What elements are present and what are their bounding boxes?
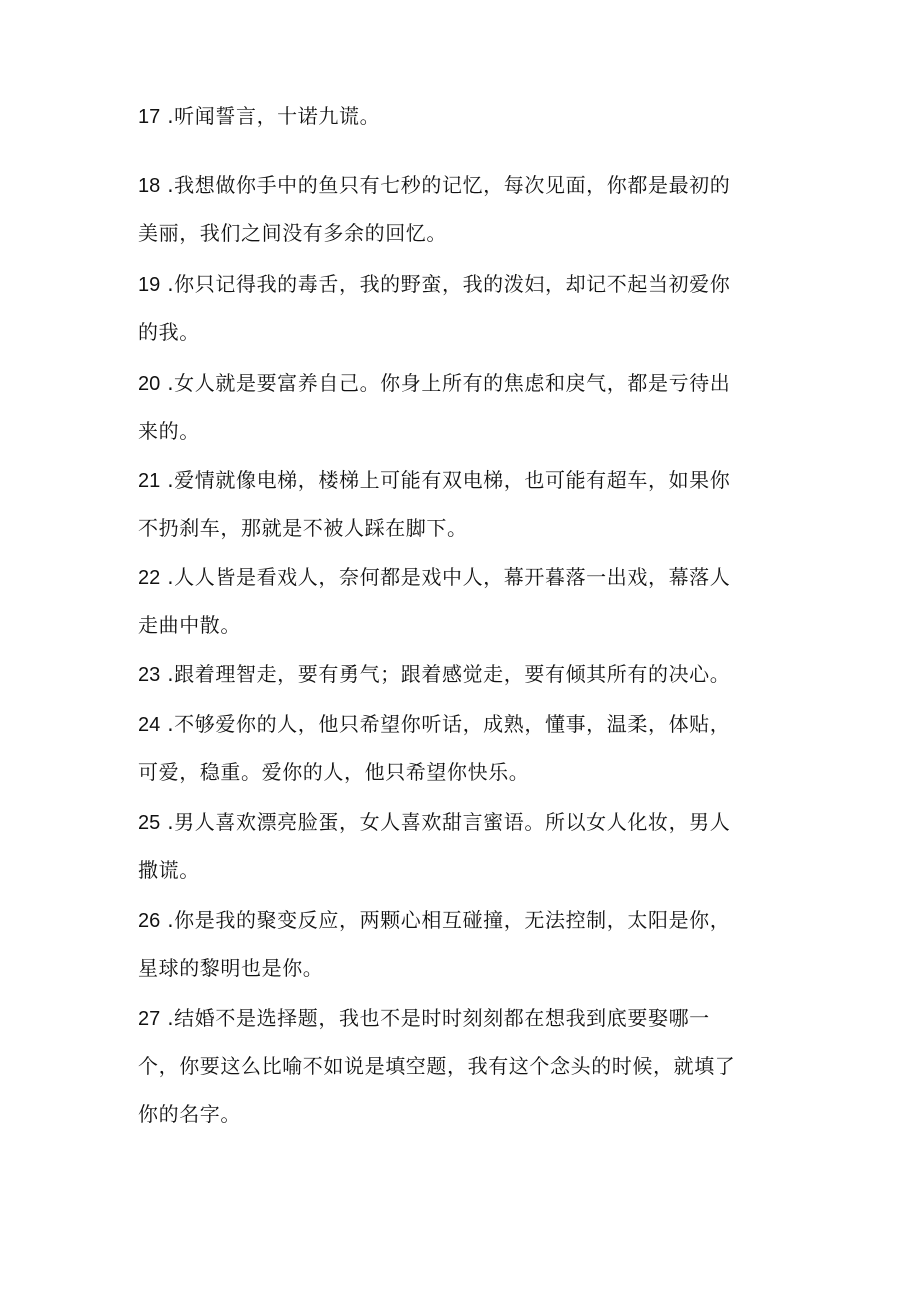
quote-line: 来的。 — [138, 419, 200, 443]
quote-line: 的我。 — [138, 320, 200, 344]
quote-line: 你的名字。 — [138, 1102, 241, 1126]
quote-text: 听闻誓言，十诺九谎。 — [174, 104, 381, 128]
quote-line — [138, 359, 778, 407]
quote-item-17 — [138, 92, 778, 140]
quote-line — [138, 994, 778, 1042]
quote-item-21 — [138, 456, 778, 552]
quote-text: 我想做你手中的鱼只有七秒的记忆，每次见面，你都是最初的 — [174, 173, 731, 197]
quote-line: 美丽，我们之间没有多余的回忆。 — [138, 221, 447, 245]
quote-separator: . — [160, 1006, 175, 1030]
quote-line — [138, 798, 778, 846]
quote-text: 你是我的聚变反应，两颗心相互碰撞，无法控制，太阳是你， — [174, 908, 731, 932]
quote-number: 17 — [138, 106, 161, 128]
quote-item-24 — [138, 700, 778, 796]
quote-line — [138, 260, 778, 308]
quote-separator: . — [160, 565, 175, 589]
quote-line — [138, 700, 778, 748]
quote-number: 25 — [138, 812, 161, 834]
quote-number: 23 — [138, 664, 161, 686]
quote-item-22 — [138, 553, 778, 649]
quote-item-18 — [138, 161, 778, 257]
quote-item-26 — [138, 896, 778, 992]
quote-separator: . — [160, 810, 175, 834]
quote-line — [138, 896, 778, 944]
quote-line: 不扔刹车，那就是不被人踩在脚下。 — [138, 516, 468, 540]
quote-line: 可爱，稳重。爱你的人，他只希望你快乐。 — [138, 760, 530, 784]
quote-separator: . — [160, 104, 175, 128]
quote-number: 21 — [138, 470, 161, 492]
quote-line: 走曲中散。 — [138, 613, 241, 637]
quote-number: 19 — [138, 274, 161, 296]
quote-text: 结婚不是选择题，我也不是时时刻刻都在想我到底要娶哪一 — [174, 1006, 710, 1030]
quote-line — [138, 650, 778, 698]
quote-text: 男人喜欢漂亮脸蛋，女人喜欢甜言蜜语。所以女人化妆，男人 — [174, 810, 731, 834]
quote-line: 个，你要这么比喻不如说是填空题，我有这个念头的时候，就填了 — [138, 1054, 736, 1078]
quote-number: 24 — [138, 714, 161, 736]
quote-item-19 — [138, 260, 778, 356]
quote-line — [138, 553, 778, 601]
quote-number: 22 — [138, 567, 161, 589]
quote-line — [138, 92, 778, 140]
quote-separator: . — [160, 272, 175, 296]
quote-separator: . — [160, 712, 175, 736]
quote-number: 20 — [138, 373, 161, 395]
quote-separator: . — [160, 468, 175, 492]
quote-item-20 — [138, 359, 778, 455]
quote-text: 你只记得我的毒舌，我的野蛮，我的泼妇，却记不起当初爱你 — [174, 272, 731, 296]
quote-item-27 — [138, 994, 778, 1138]
quote-number: 18 — [138, 175, 161, 197]
quote-line: 星球的黎明也是你。 — [138, 956, 324, 980]
quote-text: 人人皆是看戏人，奈何都是戏中人，幕开暮落一出戏，幕落人 — [174, 565, 731, 589]
quote-number: 26 — [138, 910, 161, 932]
quote-line: 撒谎。 — [138, 858, 200, 882]
quote-separator: . — [160, 371, 175, 395]
quote-line — [138, 161, 778, 209]
quote-separator: . — [160, 908, 175, 932]
quote-separator: . — [160, 662, 175, 686]
quote-line — [138, 456, 778, 504]
quote-text: 跟着理智走，要有勇气；跟着感觉走，要有倾其所有的决心。 — [174, 662, 731, 686]
quote-number: 27 — [138, 1008, 161, 1030]
quote-item-23 — [138, 650, 778, 698]
quote-separator: . — [160, 173, 175, 197]
quote-item-25 — [138, 798, 778, 894]
quote-text: 爱情就像电梯，楼梯上可能有双电梯，也可能有超车，如果你 — [174, 468, 731, 492]
quote-text: 女人就是要富养自己。你身上所有的焦虑和戾气，都是亏待出 — [174, 371, 731, 395]
quote-text: 不够爱你的人，他只希望你听话，成熟，懂事，温柔，体贴， — [174, 712, 731, 736]
